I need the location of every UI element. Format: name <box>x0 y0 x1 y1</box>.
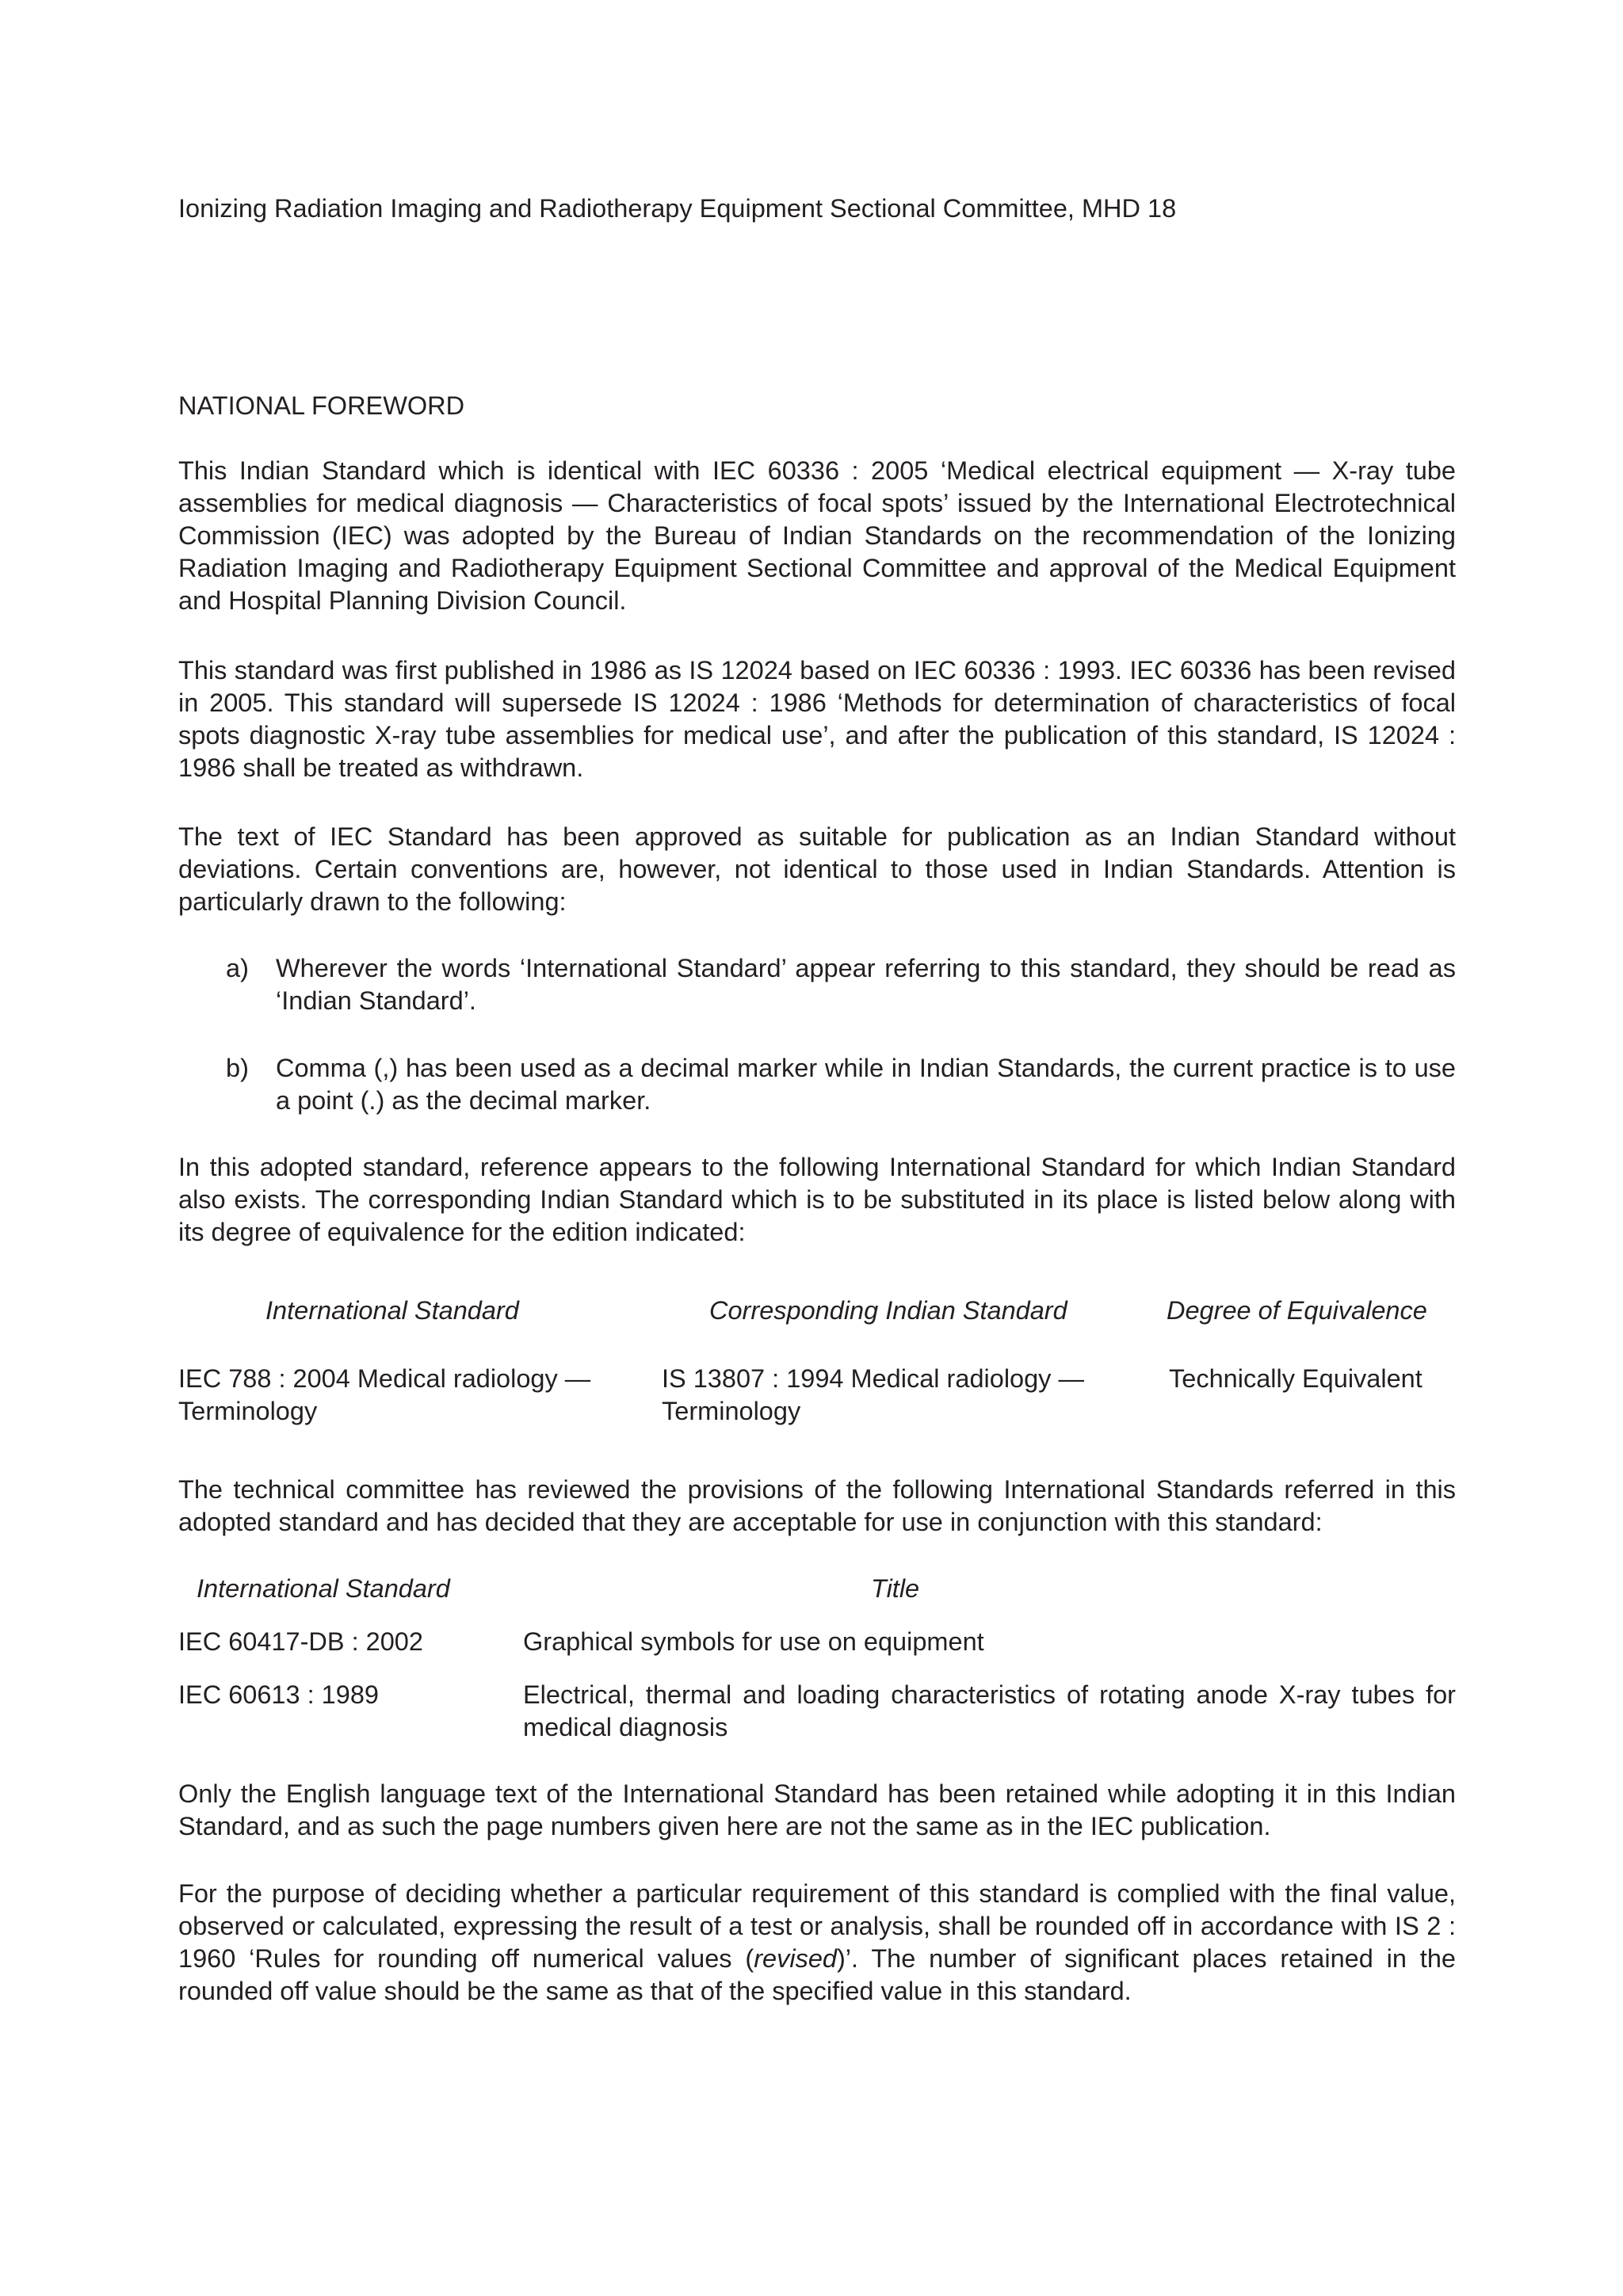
paragraph-reference: In this adopted standard, reference appears to the following International Standard for which Indian Standard also exists. The corresponding Indian Standard which is to be substituted in its place is listed below along with its degree of equivalence for the edition indicated: <box>178 1153 1456 1246</box>
paragraph-language: Only the English language text of the International Standard has been retained while adopting it in this Indian Standard, and as such the page numbers given here are not the same as in the IEC publication. <box>178 1779 1456 1840</box>
paragraph-conventions: The text of IEC Standard has been approved as suitable for publication as an Indian Standard without deviations. Certain conventions are, however, not identical to those used in Indian Standards. Attention is particularly drawn to the following: <box>178 822 1456 916</box>
table-cell: Electrical, thermal and loading characteristics of rotating anode X-ray tubes for medical diagnosis <box>523 1680 1456 1741</box>
paragraph-adoption: This Indian Standard which is identical with IEC 60336 : 2005 ‘Medical electrical equipment — X-ray tube assemblies for medical diagnosis — Characteristics of focal spots’ issued by the International Electrotechnical Commission (IEC) was adopted by the Bureau of Indian Standards on the recommendation of the Ionizing Radiation Imaging and Radiotherapy Equipment Sectional Committee and approval of the Medical Equipment and Hospital Planning Division Council. <box>178 456 1456 615</box>
table-cell: IEC 60613 : 1989 <box>178 1680 379 1709</box>
table-header: International Standard <box>265 1296 519 1325</box>
list-marker: a) <box>226 954 249 982</box>
table-cell: IEC 60417-DB : 2002 <box>178 1627 423 1656</box>
revised-emphasis: revised <box>754 1944 837 1973</box>
table-cell: Graphical symbols for use on equipment <box>523 1627 984 1656</box>
rounding-text-start: For the purpose of deciding whether a particular requirement of this standard is complied with the final value, observed or calculated, expressing the result of a test or analysis, shall be rounded off in accordance with IS 2 : 1960 ‘Rules for rounding off numerical values ( <box>178 1879 1456 1973</box>
paragraph-rounding <box>178 1878 1456 2008</box>
rounding-text-end: )’. The number of significant places retained in the rounded off value should be the same as that of the specified value in this standard. <box>178 1944 1456 2005</box>
table-cell: IEC 788 : 2004 Medical radiology — Terminology <box>178 1364 591 1425</box>
list-item-text: Comma (,) has been used as a decimal marker while in Indian Standards, the current practice is to use a point (.) as the decimal marker. <box>276 1054 1456 1115</box>
section-heading: NATIONAL FOREWORD <box>178 391 465 420</box>
table-header: Degree of Equivalence <box>1167 1296 1427 1325</box>
table-header: Title <box>871 1574 920 1603</box>
list-item-text: Wherever the words ‘International Standard’ appear referring to this standard, they should be read as ‘Indian Standard’. <box>276 954 1456 1015</box>
table-cell: Technically Equivalent <box>1169 1364 1423 1393</box>
committee-line: Ionizing Radiation Imaging and Radiotherapy Equipment Sectional Committee, MHD 18 <box>178 194 1177 223</box>
table-cell: IS 13807 : 1994 Medical radiology — Terminology <box>662 1364 1084 1425</box>
table-header: International Standard <box>197 1574 450 1603</box>
table-header: Corresponding Indian Standard <box>709 1296 1067 1325</box>
paragraph-review: The technical committee has reviewed the provisions of the following International Standards referred in this adopted standard and has decided that they are acceptable for use in conjunction with this standard: <box>178 1475 1456 1536</box>
list-marker: b) <box>226 1054 249 1082</box>
paragraph-history: This standard was first published in 1986 as IS 12024 based on IEC 60336 : 1993. IEC 60336 has been revised in 2005. This standard will supersede IS 12024 : 1986 ‘Methods for determination of characteristics of focal spots diagnostic X-ray tube assemblies for medical use’, and after the publication of this standard, IS 12024 : 1986 shall be treated as withdrawn. <box>178 656 1456 782</box>
